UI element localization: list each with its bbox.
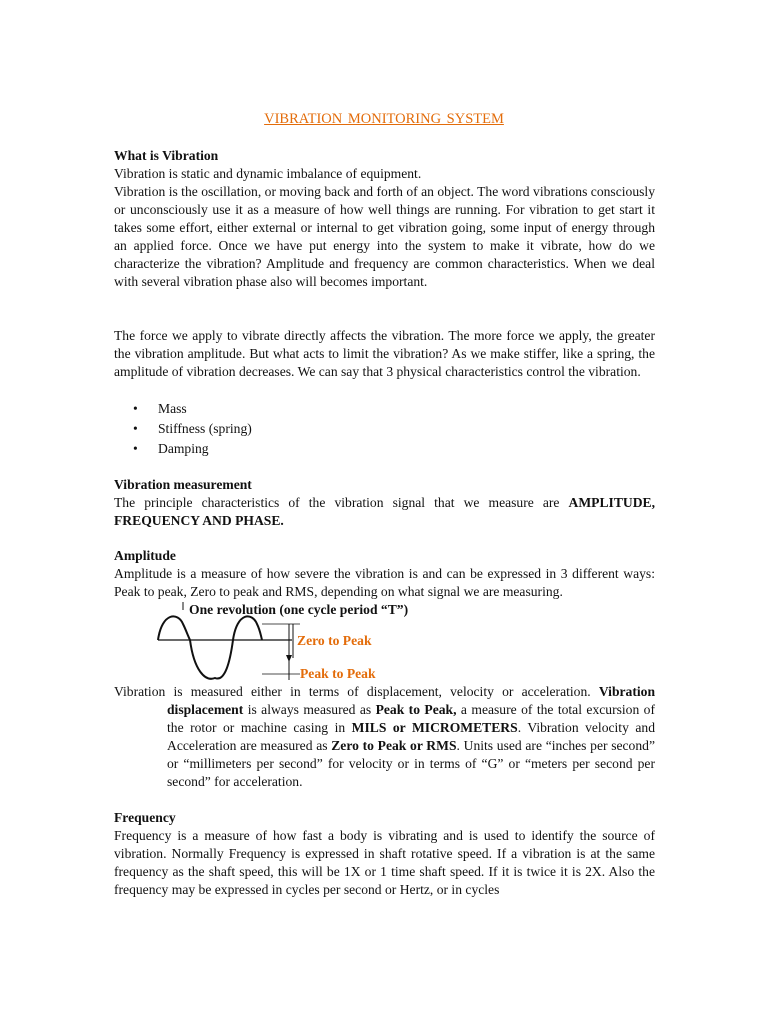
frequency-heading: Frequency (114, 810, 176, 825)
measurement-heading: Vibration measurement (114, 477, 252, 492)
what-is-line1: Vibration is static and dynamic imbalance of equipment. (114, 166, 422, 181)
amplitude-text: Amplitude is a measure of how severe the vibration is and can be expressed in 3 different ways: Peak to peak, Zero to peak and RMS, depending on what signal we are measuring. (114, 566, 655, 599)
document-title: VIBRATION MONITORING SYSTEM (264, 111, 504, 127)
arrow-down-icon (286, 655, 292, 662)
bullet-icon: • (133, 421, 138, 436)
list-item: • Damping (114, 439, 252, 459)
revolution-label: One revolution (one cycle period “T”) (189, 602, 409, 617)
characteristics-list (114, 399, 252, 459)
list-item: • Mass (114, 399, 252, 419)
sine-wave (158, 616, 262, 678)
peak-to-peak-label: Peak to Peak (300, 666, 376, 681)
zero-to-peak-label: Zero to Peak (297, 633, 372, 648)
frequency-text: Frequency is a measure of how fast a body is vibrating and is used to identify the source of vibration. Normally Frequency is expressed in shaft rotative speed. If a vibration is at the same frequency as the shaft speed, this will be 1X or 1 time shaft speed. If it is twice it is 2X. Also the frequency may be expressed in cycles per second or Hertz, or in cycles (114, 828, 655, 897)
amplitude-section (114, 547, 655, 601)
measurement-bold: AMPLITUDE, FREQUENCY AND PHASE. (114, 495, 655, 528)
what-is-paragraph-2: The force we apply to vibrate directly affects the vibration. The more force we apply, the greater the vibration amplitude. But what acts to limit the vibration? As we make stiffer, like a spring, the amplitude of vibration decreases. We can say that 3 physical characteristics control the vibration. (114, 328, 655, 379)
bullet-icon: • (133, 401, 138, 416)
measurement-text: The principle characteristics of the vibration signal that we measure are AMPLITUDE, FREQUENCY AND PHASE. (114, 495, 655, 528)
what-is-heading: What is Vibration (114, 148, 219, 163)
frequency-section (114, 809, 655, 899)
what-is-section (114, 147, 655, 291)
measurement-units-paragraph: Vibration is measured either in terms of displacement, velocity or acceleration. Vibration displacement is always measured as Peak to Peak, a measure of the total excursion of the rotor or machine casing in MILS or MICROMETERS. Vibration velocity and Acceleration are measured as Zero to Peak or RMS. Units used are “inches per second” or “millimeters per second” for velocity or in terms of “G” or “meters per second per second” for acceleration. (114, 684, 656, 789)
measurement-section (114, 476, 655, 530)
what-is-paragraph-1: Vibration is the oscillation, or moving back and forth of an object. The word vibrations consciously or unconsciously use it as a measure of how well things are running. For vibration to get start it takes some effort, either external or internal to get vibration going, some input of energy through an applied force. Once we have put energy into the system to make it vibrate, how do we characterize the vibration? Amplitude and frequency are common characteristics. When we deal with several vibration phase also will becomes important. (114, 184, 655, 289)
amplitude-heading: Amplitude (114, 548, 176, 563)
bullet-icon: • (133, 441, 138, 456)
list-item: • Stiffness (spring) (114, 419, 252, 439)
